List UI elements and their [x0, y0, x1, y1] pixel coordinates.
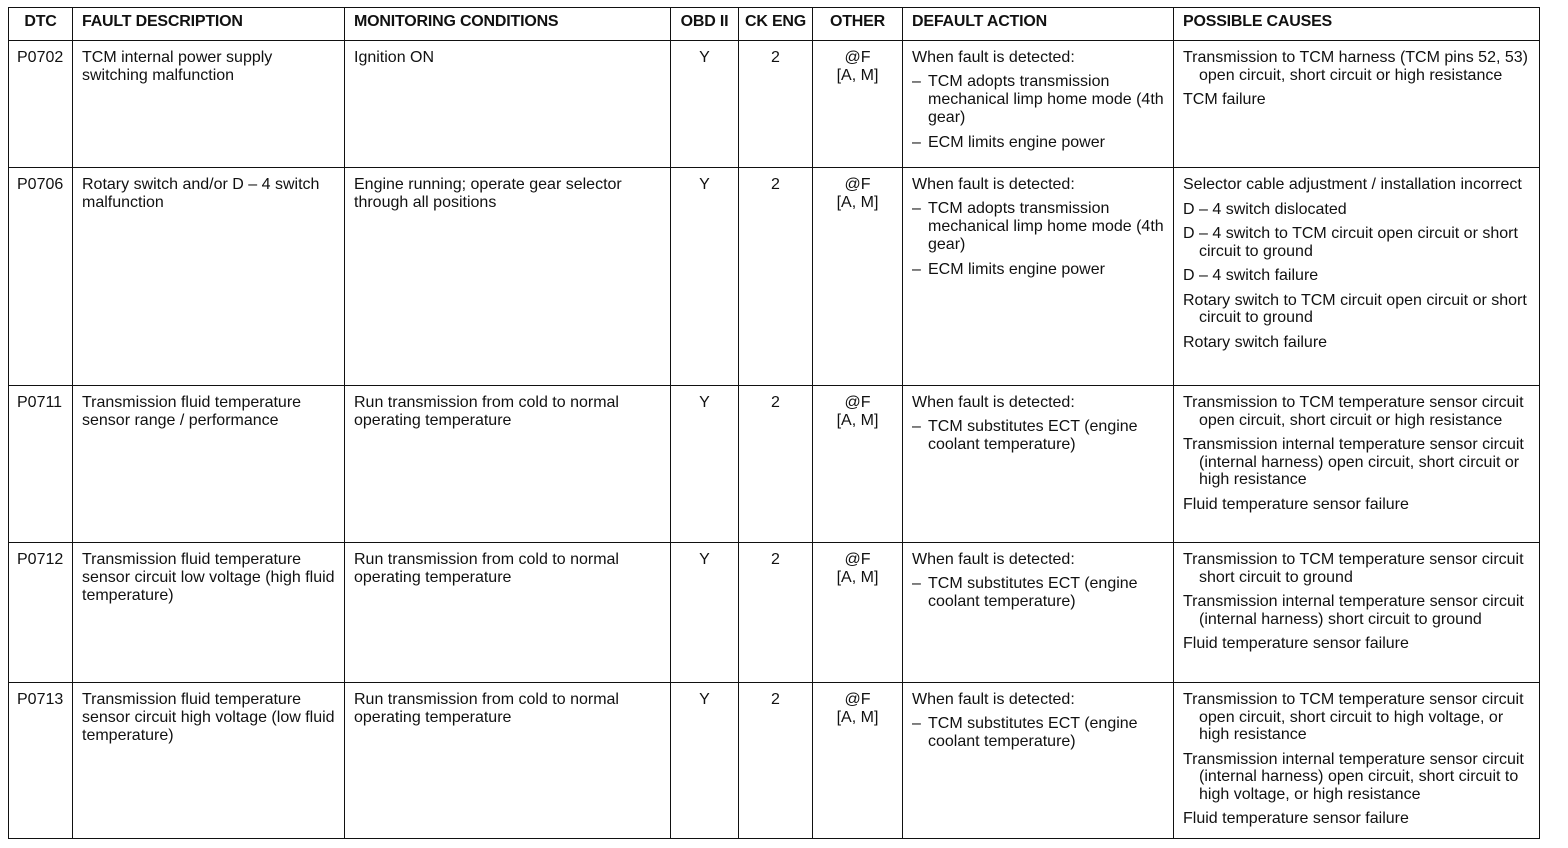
header-dtc: DTC: [9, 8, 73, 41]
possible-causes: [1174, 386, 1540, 543]
dash-bullet: –: [912, 715, 921, 732]
cause-item: Fluid temperature sensor failure: [1183, 635, 1409, 652]
ck-eng-value: 2: [739, 168, 813, 386]
ck-eng-value: 2: [739, 543, 813, 683]
dash-bullet: –: [912, 261, 921, 278]
action-item: – TCM substitutes ECT (engine coolant temperature): [912, 418, 1138, 453]
cause-item: Fluid temperature sensor failure: [1183, 495, 1409, 513]
cause-item: D – 4 switch to TCM circuit open circuit or short circuit to ground: [1183, 225, 1518, 260]
cause-item: D – 4 switch failure: [1183, 267, 1319, 284]
cause-item: Transmission to TCM harness (TCM pins 52, 53) open circuit, short circuit or high resistance: [1183, 49, 1528, 84]
header-row: [9, 8, 1540, 41]
default-action: [903, 683, 1174, 839]
header-fault-description: FAULT DESCRIPTION: [73, 8, 345, 41]
dash-bullet: –: [912, 73, 921, 90]
obd-flag: Y: [671, 168, 739, 386]
default-action: [903, 386, 1174, 543]
cause-item: Fluid temperature sensor failure: [1183, 810, 1409, 827]
cause-item: Transmission internal temperature sensor circuit (internal harness) open circuit, short circuit or high resistance: [1183, 436, 1524, 488]
table-row: [9, 41, 1540, 168]
possible-causes: [1174, 41, 1540, 168]
other-line-1: @F: [844, 691, 871, 708]
monitoring-conditions: Ignition ON: [345, 41, 671, 168]
header-default-action: DEFAULT ACTION: [903, 8, 1174, 41]
default-action: [903, 168, 1174, 386]
monitoring-conditions: Run transmission from cold to normal operating temperature: [345, 386, 671, 543]
table-row: [9, 683, 1540, 839]
other-line-2: [A, M]: [836, 194, 879, 211]
action-item: – ECM limits engine power: [912, 134, 1105, 151]
other-cell: [813, 41, 903, 168]
cause-item: Transmission to TCM temperature sensor circuit open circuit, short circuit or high resistance: [1183, 394, 1524, 429]
table-row: [9, 543, 1540, 683]
action-heading: When fault is detected:: [912, 49, 1075, 66]
default-action: [903, 41, 1174, 168]
obd-flag: Y: [671, 386, 739, 543]
fault-description: TCM internal power supply switching malfunction: [73, 41, 345, 168]
other-line-1: @F: [844, 394, 871, 411]
other-cell: [813, 168, 903, 386]
cause-item: Selector cable adjustment / installation incorrect: [1183, 176, 1522, 193]
dash-bullet: –: [912, 134, 921, 151]
possible-causes: [1174, 683, 1540, 839]
action-heading: When fault is detected:: [912, 551, 1075, 568]
fault-description: Transmission fluid temperature sensor circuit high voltage (low fluid temperature): [73, 683, 345, 839]
dtc-table: [8, 7, 1540, 839]
other-line-2: [A, M]: [836, 569, 879, 586]
obd-flag: Y: [671, 683, 739, 839]
cause-item: Transmission internal temperature sensor circuit (internal harness) short circuit to ground: [1183, 593, 1524, 628]
action-item: – TCM adopts transmission mechanical limp home mode (4th gear): [912, 200, 1164, 253]
action-heading: When fault is detected:: [912, 691, 1075, 708]
monitoring-conditions: Run transmission from cold to normal operating temperature: [345, 683, 671, 839]
cause-item: Transmission internal temperature sensor circuit (internal harness) open circuit, short circuit to high voltage, or high resistance: [1183, 750, 1524, 803]
dtc-code: P0702: [9, 41, 73, 168]
possible-causes: [1174, 168, 1540, 386]
cause-item: Rotary switch to TCM circuit open circuit or short circuit to ground: [1183, 291, 1527, 326]
monitoring-conditions: Engine running; operate gear selector through all positions: [345, 168, 671, 386]
fault-description: Transmission fluid temperature sensor range / performance: [73, 386, 345, 543]
fault-description: Transmission fluid temperature sensor circuit low voltage (high fluid temperature): [73, 543, 345, 683]
action-item: – TCM substitutes ECT (engine coolant temperature): [912, 575, 1138, 610]
dash-bullet: –: [912, 418, 921, 435]
other-cell: [813, 683, 903, 839]
ck-eng-value: 2: [739, 386, 813, 543]
header-obd: OBD II: [671, 8, 739, 41]
header-possible-causes: POSSIBLE CAUSES: [1174, 8, 1540, 41]
table-row: [9, 386, 1540, 543]
ck-eng-value: 2: [739, 41, 813, 168]
default-action: [903, 543, 1174, 683]
cause-item: Transmission to TCM temperature sensor circuit short circuit to ground: [1183, 551, 1524, 586]
monitoring-conditions: Run transmission from cold to normal operating temperature: [345, 543, 671, 683]
table-row: [9, 168, 1540, 386]
other-line-2: [A, M]: [836, 412, 879, 429]
header-ck-eng: CK ENG: [739, 8, 813, 41]
other-line-2: [A, M]: [836, 67, 879, 84]
other-cell: [813, 543, 903, 683]
action-heading: When fault is detected:: [912, 394, 1075, 411]
action-item: – TCM adopts transmission mechanical limp home mode (4th gear): [912, 73, 1164, 126]
ck-eng-value: 2: [739, 683, 813, 839]
dtc-code: P0713: [9, 683, 73, 839]
header-monitoring-conditions: MONITORING CONDITIONS: [345, 8, 671, 41]
cause-item: Rotary switch failure: [1183, 333, 1328, 351]
other-line-1: @F: [844, 551, 871, 568]
dtc-code: P0706: [9, 168, 73, 386]
possible-causes: [1174, 543, 1540, 683]
dash-bullet: –: [912, 200, 921, 217]
cause-item: Transmission to TCM temperature sensor circuit open circuit, short circuit to high voltage, or high resistance: [1183, 691, 1524, 743]
cause-item: TCM failure: [1183, 91, 1266, 108]
dash-bullet: –: [912, 575, 921, 592]
dtc-code: P0712: [9, 543, 73, 683]
cause-item: D – 4 switch dislocated: [1183, 200, 1347, 218]
obd-flag: Y: [671, 41, 739, 168]
obd-flag: Y: [671, 543, 739, 683]
header-other: OTHER: [813, 8, 903, 41]
fault-description: Rotary switch and/or D – 4 switch malfunction: [73, 168, 345, 386]
action-heading: When fault is detected:: [912, 176, 1075, 193]
other-line-1: @F: [844, 176, 871, 193]
other-line-2: [A, M]: [836, 709, 879, 726]
action-item: – TCM substitutes ECT (engine coolant temperature): [912, 715, 1138, 750]
other-line-1: @F: [844, 49, 871, 66]
action-item: – ECM limits engine power: [912, 261, 1105, 278]
dtc-code: P0711: [9, 386, 73, 543]
other-cell: [813, 386, 903, 543]
